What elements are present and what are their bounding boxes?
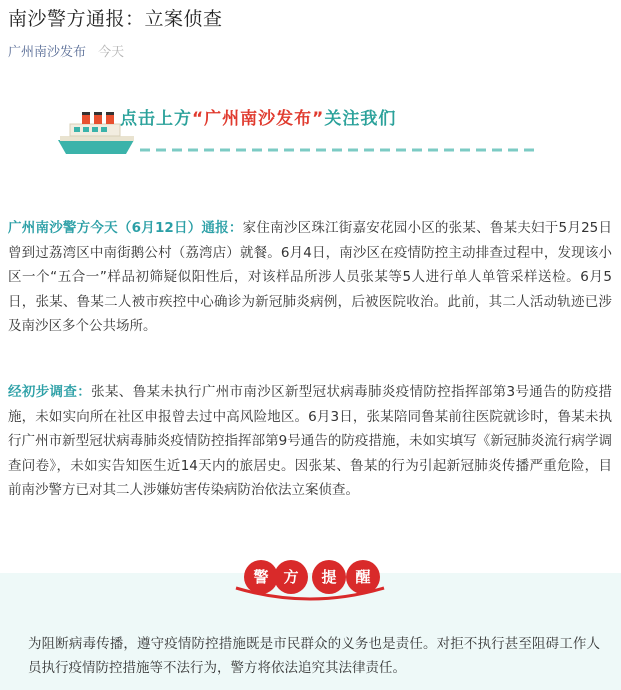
article-meta <box>8 41 124 60</box>
banner-prefix: 点击上方 <box>120 109 192 129</box>
reminder-text: 为阻断病毒传播，遵守疫情防控措施既是市民群众的义务也是责任。对拒不执行甚至阻碍工作人员执行疫情防控措施等不法行为，警方将依法追究其法律责任。 <box>28 636 600 676</box>
account-name-link[interactable]: 广州南沙发布 <box>8 45 87 60</box>
paragraph-investigation <box>8 380 612 503</box>
banner-account-highlight: “广州南沙发布” <box>192 109 325 129</box>
reminder-char-2: 方 <box>274 560 308 594</box>
paragraph-body: 张某、鲁某未执行广州市南沙区新型冠状病毒肺炎疫情防控指挥部第3号通告的防疫措施，未如实向所在社区申报曾去过中高风险地区。6月3日，张某陪同鲁某前往医院就诊时，鲁某未执行广州市新型冠状病毒肺炎疫情防控指挥部第9号通告的防疫措施，未如实填写《新冠肺炎流行病学调查问卷》，未如实告知医生近14天内的旅居史。因张某、鲁某的行为引起新冠肺炎传播严重危险，目前南沙警方已对其二人涉嫌妨害传染病防治依法立案侦查。 <box>8 384 613 498</box>
follow-banner-text[interactable] <box>120 104 396 129</box>
reminder-char-3: 提 <box>312 560 346 594</box>
publish-time: 今天 <box>98 45 125 60</box>
banner-suffix: 关注我们 <box>324 109 397 129</box>
paragraph-body: 家住南沙区珠江街嘉安花园小区的张某、鲁某夫妇于5月25日曾到过荔湾区中南街鹅公村（荔湾店）就餐。6月4日，南沙区在疫情防控主动排查过程中，发现该小区一个“五合一”样品初筛疑似阳性后，对该样品所涉人员张某等5人进行单人单管采样送检。6月5日，张某、鲁某二人被市疾控中心确诊为新冠肺炎病例，后被医院收治。此前，其二人活动轨迹已涉及南沙区多个公共场所。 <box>8 220 612 334</box>
paragraph-lead: 经初步调查： <box>8 384 92 400</box>
paragraph-announcement <box>8 216 612 339</box>
reminder-char-4: 醒 <box>346 560 380 594</box>
reminder-char-1: 警 <box>244 560 278 594</box>
paragraph-lead: 广州南沙警方今天（6月12日）通报： <box>8 220 243 236</box>
article-title: 南沙警方通报：立案侦查 <box>8 8 223 30</box>
